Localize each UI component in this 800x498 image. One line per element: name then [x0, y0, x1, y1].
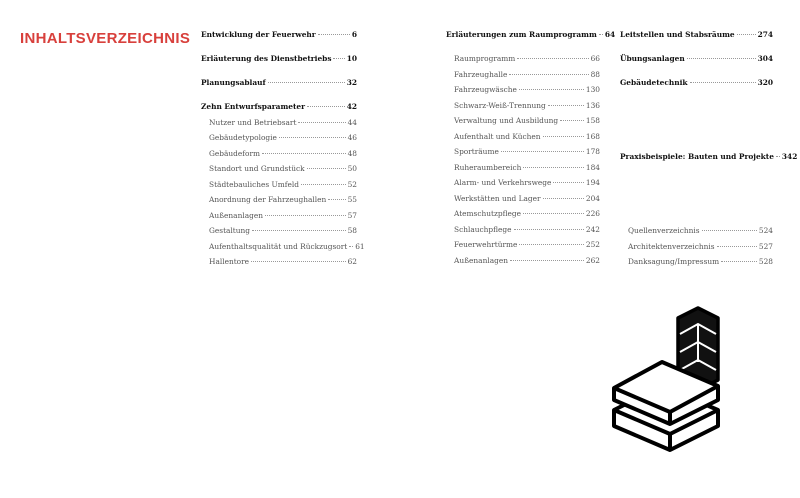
toc-entry[interactable]	[201, 102, 357, 112]
toc-entry-label: Standort und Grundstück	[209, 164, 305, 174]
toc-page-number: 66	[590, 54, 600, 64]
toc-leader-dots	[548, 105, 584, 106]
toc-entry[interactable]	[446, 70, 600, 80]
toc-leader-dots	[510, 260, 584, 261]
toc-entry[interactable]	[446, 256, 600, 266]
toc-page-number: 242	[585, 224, 600, 234]
toc-page-number: 194	[585, 178, 600, 188]
toc-entry-label: Hallentore	[209, 257, 250, 267]
toc-page-number: 168	[585, 131, 600, 141]
toc-entry[interactable]	[620, 152, 798, 162]
toc-entry-label: Fahrzeugwäsche	[454, 85, 517, 95]
toc-page-number: 88	[590, 69, 600, 79]
toc-entry[interactable]	[620, 226, 773, 236]
toc-leader-dots	[543, 136, 584, 137]
toc-entry[interactable]	[201, 195, 357, 205]
toc-leader-dots	[599, 34, 603, 35]
toc-entry-label: Architektenverzeichnis	[628, 241, 715, 251]
toc-leader-dots	[514, 229, 584, 230]
toc-entry-label: Praxisbeispiele: Bauten und Projekte	[620, 152, 774, 162]
toc-page-number: 42	[346, 102, 357, 112]
toc-leader-dots	[509, 74, 588, 75]
toc-entry[interactable]	[446, 225, 600, 235]
toc-entry[interactable]	[446, 132, 600, 142]
toc-entry-label: Aufenthaltsqualität und Rückzugsort	[209, 241, 348, 251]
toc-entry-label: Ruheraumbereich	[454, 162, 522, 172]
toc-page-number: 524	[758, 226, 773, 236]
toc-entry[interactable]	[446, 147, 600, 157]
toc-page-number: 6	[351, 30, 357, 39]
toc-page-number: 50	[347, 164, 357, 174]
toc-entry[interactable]	[446, 209, 600, 219]
toc-page-number: 10	[346, 54, 357, 64]
toc-leader-dots	[776, 156, 780, 157]
toc-entry-label: Quellenverzeichnis	[628, 226, 700, 236]
toc-column-middle	[446, 30, 616, 270]
toc-leader-dots	[543, 198, 584, 199]
toc-page-number: 274	[757, 30, 773, 39]
toc-entry[interactable]	[446, 178, 600, 188]
toc-page-number: 178	[585, 147, 600, 157]
toc-page-number: 226	[585, 209, 600, 219]
toc-leader-dots	[301, 184, 346, 185]
toc-entry-label: Schwarz-Weiß-Trennung	[454, 100, 546, 110]
toc-page-number: 320	[757, 78, 773, 88]
toc-entry-label: Danksagung/Impressum	[628, 257, 720, 267]
toc-entry-label: Feuerwehrtürme	[454, 240, 518, 250]
toc-leader-dots	[328, 199, 345, 200]
toc-leader-dots	[298, 122, 345, 123]
toc-entry-label: Raumprogramm	[454, 54, 516, 64]
toc-page-number: 62	[347, 257, 357, 267]
toc-page-number: 204	[585, 193, 600, 203]
toc-page-number: 58	[347, 226, 357, 236]
toc-entry-label: Gebäudetypologie	[209, 133, 277, 143]
toc-leader-dots	[519, 244, 583, 245]
toc-leader-dots	[517, 58, 588, 59]
toc-leader-dots	[349, 246, 353, 247]
toc-entry[interactable]	[201, 133, 357, 143]
toc-page-number: 184	[585, 162, 600, 172]
toc-leader-dots	[268, 82, 345, 83]
toc-entry-label: Sporträume	[454, 147, 499, 157]
toc-page-number: 64	[604, 30, 616, 39]
toc-entry-label: Nutzer und Betriebsart	[209, 117, 297, 127]
toc-entry-label: Alarm- und Verkehrswege	[454, 178, 552, 188]
toc-leader-dots	[251, 261, 346, 262]
toc-entry-label: Gebäudetechnik	[620, 78, 688, 88]
toc-entry-label: Zehn Entwurfsparameter	[201, 102, 305, 112]
toc-entry[interactable]	[446, 101, 600, 111]
toc-entry[interactable]	[446, 194, 600, 204]
toc-page-number: 252	[585, 240, 600, 250]
toc-entry-label: Entwicklung der Feuerwehr	[201, 30, 316, 39]
toc-column-left	[201, 30, 365, 270]
toc-leader-dots	[307, 106, 345, 107]
toc-entry-label: Übungsanlagen	[620, 54, 685, 64]
toc-entry-label: Gebäudeform	[209, 148, 261, 158]
toc-entry[interactable]	[620, 257, 773, 267]
toc-entry[interactable]	[201, 118, 357, 128]
toc-entry[interactable]	[201, 211, 357, 221]
toc-entry[interactable]	[201, 54, 357, 64]
toc-leader-dots	[523, 213, 584, 214]
toc-leader-dots	[252, 230, 346, 231]
toc-entry[interactable]	[446, 85, 600, 95]
toc-entry-label: Atemschutzpflege	[454, 209, 522, 219]
toc-leader-dots	[333, 58, 344, 59]
toc-leader-dots	[523, 167, 583, 168]
toc-entry[interactable]	[201, 226, 357, 236]
toc-page-number: 527	[758, 241, 773, 251]
toc-entry[interactable]	[201, 149, 357, 159]
toc-leader-dots	[687, 58, 756, 59]
toc-entry-label: Außenanlagen	[209, 210, 263, 220]
toc-column-right	[620, 30, 798, 270]
toc-entry-label: Planungsablauf	[201, 78, 266, 88]
toc-page-number: 46	[347, 133, 357, 143]
toc-leader-dots	[560, 120, 584, 121]
toc-leader-dots	[690, 82, 756, 83]
toc-page-number: 130	[585, 85, 600, 95]
toc-leader-dots	[279, 137, 346, 138]
toc-entry-label: Leitstellen und Stabsräume	[620, 30, 735, 39]
toc-page-number: 52	[347, 179, 357, 189]
toc-page-number: 262	[585, 255, 600, 265]
page-title: INHALTSVERZEICHNIS	[20, 30, 191, 47]
toc-page-number: 55	[347, 195, 357, 205]
toc-entry-label: Schlauchpflege	[454, 224, 512, 234]
toc-page-number: 342	[781, 152, 798, 162]
toc-leader-dots	[553, 182, 583, 183]
toc-entry-label: Außenanlagen	[454, 255, 508, 265]
toc-entry-label: Verwaltung und Ausbildung	[454, 116, 559, 126]
toc-entry-label: Gestaltung	[209, 226, 251, 236]
toc-leader-dots	[519, 89, 584, 90]
toc-page-number: 528	[758, 257, 773, 267]
toc-page-number: 44	[347, 117, 357, 127]
toc-entry[interactable]	[446, 240, 600, 250]
toc-entry[interactable]	[446, 54, 600, 64]
toc-page-number: 158	[585, 116, 600, 126]
toc-entry[interactable]	[201, 78, 357, 88]
toc-entry[interactable]	[446, 163, 600, 173]
toc-entry-label: Erläuterung des Dienstbetriebs	[201, 54, 332, 64]
toc-leader-dots	[262, 153, 346, 154]
toc-entry[interactable]	[201, 164, 357, 174]
toc-entry[interactable]	[620, 54, 773, 64]
toc-entry[interactable]	[201, 30, 357, 40]
toc-entry[interactable]	[201, 257, 357, 267]
fire-station-tower-icon	[600, 300, 730, 460]
toc-leader-dots	[702, 230, 757, 231]
toc-entry-label: Aufenthalt und Küchen	[454, 131, 541, 141]
toc-leader-dots	[501, 151, 584, 152]
toc-entry-label: Anordnung der Fahrzeughallen	[209, 195, 327, 205]
toc-leader-dots	[737, 34, 756, 35]
toc-entry[interactable]	[201, 180, 357, 190]
toc-entry-label: Werkstätten und Lager	[454, 193, 541, 203]
toc-leader-dots	[307, 168, 346, 169]
toc-page-number: 32	[346, 78, 357, 88]
toc-entry-label: Erläuterungen zum Raumprogramm	[446, 30, 597, 39]
toc-page-number: 136	[585, 100, 600, 110]
toc-entry[interactable]	[620, 242, 773, 252]
toc-entry-label: Städtebauliches Umfeld	[209, 179, 299, 189]
toc-page-number: 61	[355, 241, 365, 251]
toc-entry[interactable]	[201, 241, 365, 252]
toc-leader-dots	[265, 215, 346, 216]
toc-leader-dots	[717, 246, 757, 247]
toc-page-number: 304	[757, 54, 773, 64]
toc-entry[interactable]	[620, 78, 773, 88]
toc-page-number: 57	[347, 210, 357, 220]
toc-leader-dots	[721, 261, 757, 262]
toc-leader-dots	[318, 34, 350, 35]
toc-entry[interactable]	[446, 116, 600, 126]
toc-entry[interactable]	[620, 30, 773, 40]
toc-page-number: 48	[347, 148, 357, 158]
toc-entry[interactable]	[446, 30, 616, 40]
toc-entry-label: Fahrzeughalle	[454, 69, 508, 79]
